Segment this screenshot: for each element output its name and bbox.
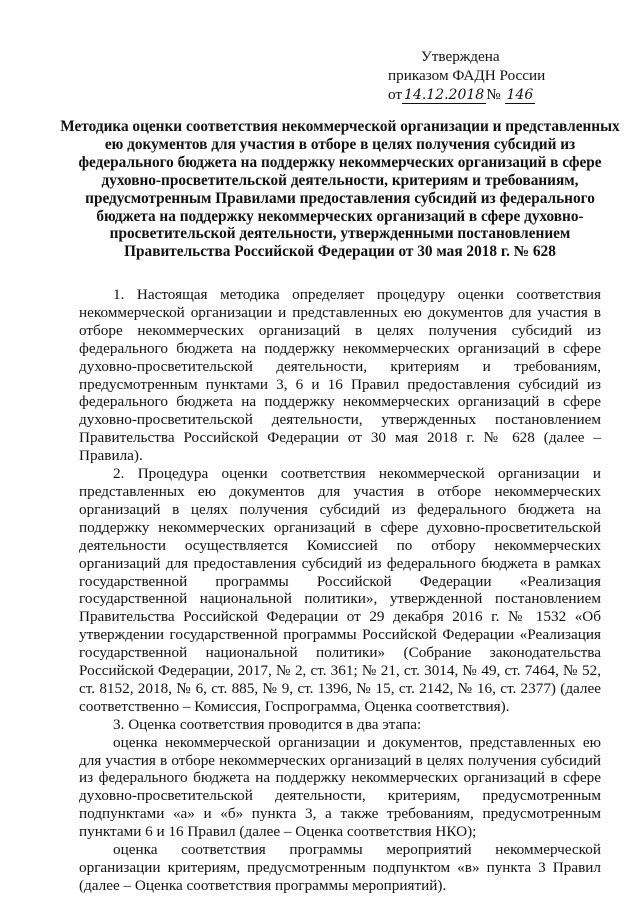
document-title: Методика оценки соответствия некоммерческой организации и представленных ею документов для участия в отборе в целях получения субсидий из федерального бюджета на поддержку некоммерческих организаций в сфере духовно-просветительской деятельности, критериям и требованиям, предусмотренным Правилами предоставления субсидий из федерального бюджета на поддержку некоммерческих организаций в сфере духовно-просветительской деятельности, утвержденными постановлением Правительства Российской Федерации от 30 мая 2018 г. № 628	[60, 118, 620, 261]
approval-line-order: приказом ФАДН России	[388, 67, 546, 84]
paragraph-2: 2. Процедура оценки соответствия некоммерческой организации и представленных ею документов для участия в отборе некоммерческих организаций в целях получения субсидий из федерального бюджета на поддержку некоммерческих организаций в сфере духовно-просветительской деятельности осуществляется Комиссией по отбору некоммерческих организаций для предоставления субсидий из федерального бюджета в рамках государственной программы Российской Федерации «Реализация государственной национальной политики», утвержденной постановлением Правительства Российской Федерации от 29 декабря 2016 г. № 1532 «Об утверждении государственной программы Российской Федерации «Реализация государственной национальной политики» (Собрание законодательства Российской Федерации, 2017, № 2, ст. 361; № 21, ст. 3014, № 49, ст. 7464, № 52, ст. 8152, 2018, № 6, ст. 885, № 9, ст. 1396, № 15, ст. 2142, № 16, ст. 2377) (далее соответственно – Комиссия, Госпрограмма, Оценка соответствия).	[79, 465, 601, 715]
approval-line-date-number	[388, 85, 588, 105]
handwritten-date: 14.12.2018	[404, 87, 485, 103]
number-prefix: №	[486, 86, 501, 103]
paragraph-1: 1. Настоящая методика определяет процедуру оценки соответствия некоммерческой организации и представленных ею документов для участия в отборе некоммерческих организаций в целях получения субсидий из федерального бюджета на поддержку некоммерческих организаций в сфере духовно-просветительской деятельности, критериям и требованиям, предусмотренным пунктами 3, 6 и 16 Правил предоставления субсидий из федерального бюджета на поддержку некоммерческих организаций в сфере духовно-просветительской деятельности, утвержденных постановлением Правительства Российской Федерации от 30 мая 2018 г. № 628 (далее – Правила).	[79, 286, 601, 465]
approval-stamp	[388, 47, 588, 105]
paragraph-3-stage-2: оценка соответствия программы мероприятий некоммерческой организации критериям, предусмотренным подпунктом «в» пункта 3 Правил (далее – Оценка соответствия программы мероприятий).	[79, 841, 601, 894]
date-prefix: от	[388, 86, 403, 103]
document-body	[79, 286, 601, 895]
paragraph-3: 3. Оценка соответствия проводится в два этапа:	[113, 715, 422, 733]
approval-line-approved: Утверждена	[421, 48, 500, 65]
handwritten-number: 146	[506, 87, 534, 103]
paragraph-3-stage-1: оценка некоммерческой организации и документов, представленных ею для участия в отборе некоммерческих организаций в целях получения субсидий из федерального бюджета на поддержку некоммерческих организаций в сфере духовно-просветительской деятельности, критериям, предусмотренным подпунктами «а» и «б» пункта 3, а также требованиям, предусмотренным пунктами 6 и 16 Правил (далее – Оценка соответствия НКО);	[79, 733, 601, 841]
